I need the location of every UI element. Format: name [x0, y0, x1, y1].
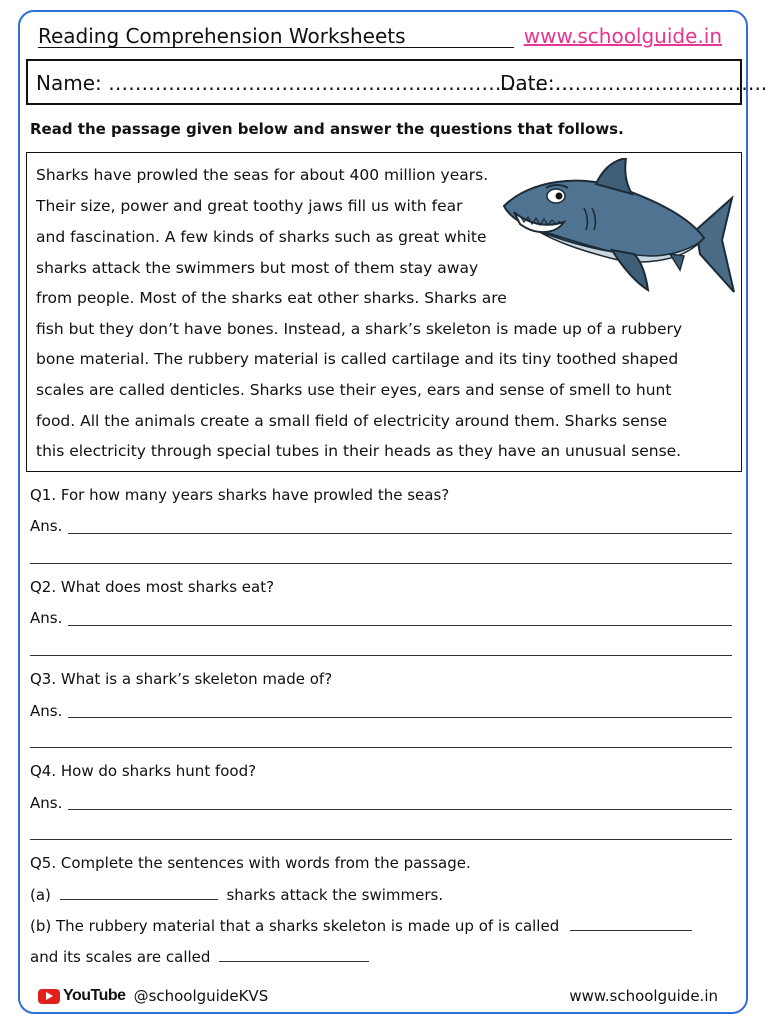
passage-line: bone material. The rubbery material is called cartilage and its tiny toothed shaped: [36, 350, 679, 368]
q5-a-suffix: sharks attack the swimmers.: [226, 886, 444, 904]
passage-line: from people. Most of the sharks eat other sharks. Sharks are: [36, 289, 507, 307]
name-field-label: Name: …………………………………………………………….: [36, 71, 575, 95]
passage-line: and fascination. A few kinds of sharks such as great white: [36, 228, 487, 246]
answer-label: Ans.: [30, 794, 63, 812]
answer-line[interactable]: [68, 809, 732, 810]
youtube-handle[interactable]: @schoolguideKVS: [133, 987, 269, 1005]
passage-line: scales are called denticles. Sharks use their eyes, ears and sense of smell to hunt: [36, 381, 672, 399]
answer-line[interactable]: [30, 563, 732, 564]
answer-label: Ans.: [30, 517, 63, 535]
q5-a-prefix: (a): [30, 886, 51, 904]
question-1: Q1. For how many years sharks have prowled the seas?: [30, 486, 450, 504]
answer-line[interactable]: [68, 533, 732, 534]
q5-c-text: and its scales are called: [30, 948, 211, 966]
youtube-channel[interactable]: [38, 984, 268, 1008]
shark-illustration-icon: [500, 158, 736, 298]
answer-line[interactable]: [30, 655, 732, 656]
passage-line: sharks attack the swimmers but most of them stay away: [36, 259, 479, 277]
q5-part-a: [30, 885, 443, 904]
passage-line: fish but they don’t have bones. Instead, a shark’s skeleton is made up of a rubbery: [36, 320, 683, 338]
title-underline: [38, 47, 514, 48]
answer-line[interactable]: [68, 625, 732, 626]
answer-line[interactable]: [68, 717, 732, 718]
youtube-wordmark: YouTube: [63, 987, 126, 1004]
site-link[interactable]: www.schoolguide.in: [523, 24, 722, 48]
fill-blank[interactable]: [60, 885, 218, 900]
footer-site-link[interactable]: www.schoolguide.in: [569, 987, 718, 1005]
passage-line: this electricity through special tubes in their heads as they have an unusual sense.: [36, 442, 682, 460]
answer-line[interactable]: [30, 747, 732, 748]
fill-blank[interactable]: [570, 916, 692, 931]
youtube-play-icon: [38, 989, 60, 1004]
question-2: Q2. What does most sharks eat?: [30, 578, 275, 596]
date-field-label: Date:…………………………..: [500, 71, 768, 95]
q5-part-b: [30, 916, 692, 935]
passage-line: Their size, power and great toothy jaws fill us with fear: [36, 197, 463, 215]
name-date-box: [26, 59, 768, 105]
answer-line[interactable]: [30, 839, 732, 840]
answer-label: Ans.: [30, 702, 63, 720]
instruction-text: Read the passage given below and answer the questions that follows.: [30, 120, 624, 138]
q5-part-c: [30, 947, 369, 966]
fill-blank[interactable]: [219, 947, 369, 962]
passage-line: food. All the animals create a small field of electricity around them. Sharks sense: [36, 412, 668, 430]
q5-b-text: (b) The rubbery material that a sharks skeleton is made up of is called: [30, 917, 560, 935]
answer-label: Ans.: [30, 609, 63, 627]
passage-line: Sharks have prowled the seas for about 400 million years.: [36, 166, 489, 184]
question-5: Q5. Complete the sentences with words from the passage.: [30, 854, 471, 872]
worksheet-title: Reading Comprehension Worksheets: [38, 24, 406, 48]
question-3: Q3. What is a shark’s skeleton made of?: [30, 670, 333, 688]
question-4: Q4. How do sharks hunt food?: [30, 762, 257, 780]
